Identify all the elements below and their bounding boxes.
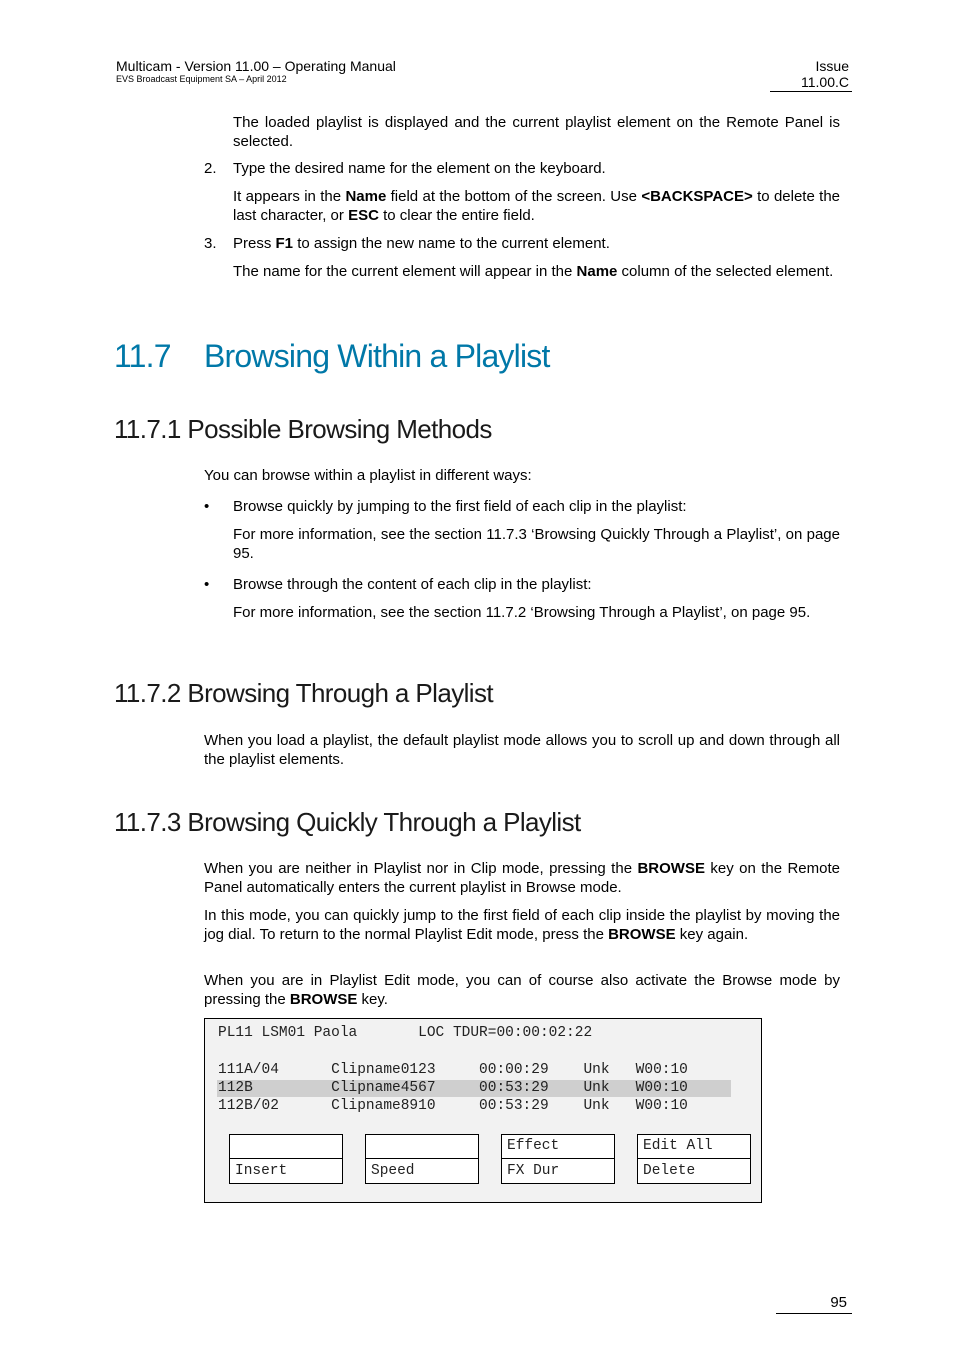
issue-value: 11.00.C <box>801 74 849 90</box>
section-heading <box>114 338 550 375</box>
document-title: Multicam - Version 11.00 – Operating Manual <box>116 58 396 74</box>
function-key-bottom-label: Speed <box>371 1163 415 1179</box>
publisher-line: EVS Broadcast Equipment SA – April 2012 <box>116 74 287 84</box>
footer-rule <box>776 1313 852 1314</box>
step-3-number: 3. <box>204 235 217 252</box>
section-title: Browsing Within a Playlist <box>204 338 550 374</box>
edit-mode-paragraph: When you are in Playlist Edit mode, you can of course also activate the Browse mode by pressing the BROWSE key. <box>204 972 840 1008</box>
function-key-speed[interactable] <box>365 1134 479 1184</box>
function-key-effect[interactable] <box>501 1134 615 1184</box>
loaded-playlist-paragraph: The loaded playlist is displayed and the current playlist element on the Remote Panel is selected. <box>233 114 840 150</box>
subsection-heading-11-7-1: 11.7.1 Possible Browsing Methods <box>114 414 492 444</box>
browse-key-paragraph: When you are neither in Playlist nor in Clip mode, pressing the BROWSE key on the Remote Panel automatically enters the current playlist in Browse mode. <box>204 860 840 896</box>
function-key-bottom-label: FX Dur <box>507 1163 560 1179</box>
playlist-row: 112B/02 Clipname8910 00:53:29 Unk W00:10 <box>218 1098 688 1114</box>
function-key-edit-all[interactable] <box>637 1134 751 1184</box>
header-rule <box>770 91 852 92</box>
browsing-through-paragraph: When you load a playlist, the default playlist mode allows you to scroll up and down through all the playlist elements. <box>204 732 840 768</box>
function-key-top-label: Edit All <box>643 1138 713 1154</box>
playlist-row-selected: 112B Clipname4567 00:53:29 Unk W00:10 <box>218 1080 688 1096</box>
bullet-2-detail: For more information, see the section 11.7.2 ‘Browsing Through a Playlist’, on page 95. <box>233 604 811 621</box>
function-key-insert[interactable] <box>229 1134 343 1184</box>
function-key-top-label: Effect <box>507 1138 560 1154</box>
issue-label: Issue <box>815 58 849 74</box>
function-key-bottom-label: Insert <box>235 1163 288 1179</box>
playlist-row: 111A/04 Clipname0123 00:00:29 Unk W00:10 <box>218 1062 688 1078</box>
step-3-text: Press F1 to assign the new name to the current element. <box>233 235 610 252</box>
step-3-detail: The name for the current element will appear in the Name column of the selected element. <box>233 263 834 280</box>
section-number: 11.7 <box>114 338 171 374</box>
browse-methods-intro: You can browse within a playlist in different ways: <box>204 467 532 484</box>
remote-panel-screen <box>204 1018 762 1203</box>
function-key-bottom-label: Delete <box>643 1163 696 1179</box>
playlist-header-line: PL11 LSM01 Paola LOC TDUR=00:00:02:22 <box>218 1025 593 1041</box>
step-2-text: Type the desired name for the element on the keyboard. <box>233 160 606 177</box>
subsection-heading-11-7-2: 11.7.2 Browsing Through a Playlist <box>114 678 493 708</box>
step-2-number: 2. <box>204 160 217 177</box>
bullet-2-text: Browse through the content of each clip in the playlist: <box>233 576 592 593</box>
step-2-detail: It appears in the Name field at the bottom of the screen. Use <BACKSPACE> to delete the last character, or ESC to clear the entire field. <box>233 188 840 224</box>
bullet-1-text: Browse quickly by jumping to the first field of each clip in the playlist: <box>233 498 687 515</box>
bullet-2: • <box>204 576 210 593</box>
subsection-heading-11-7-3: 11.7.3 Browsing Quickly Through a Playlist <box>114 807 581 837</box>
bullet-1-detail: For more information, see the section 11.7.3 ‘Browsing Quickly Through a Playlist’, on page 95. <box>233 526 840 562</box>
bullet-1: • <box>204 498 210 515</box>
page-number: 95 <box>830 1294 847 1311</box>
jog-dial-paragraph: In this mode, you can quickly jump to the first field of each clip inside the playlist by moving the jog dial. To return to the normal Playlist Edit mode, press the BROWSE key again. <box>204 907 840 943</box>
